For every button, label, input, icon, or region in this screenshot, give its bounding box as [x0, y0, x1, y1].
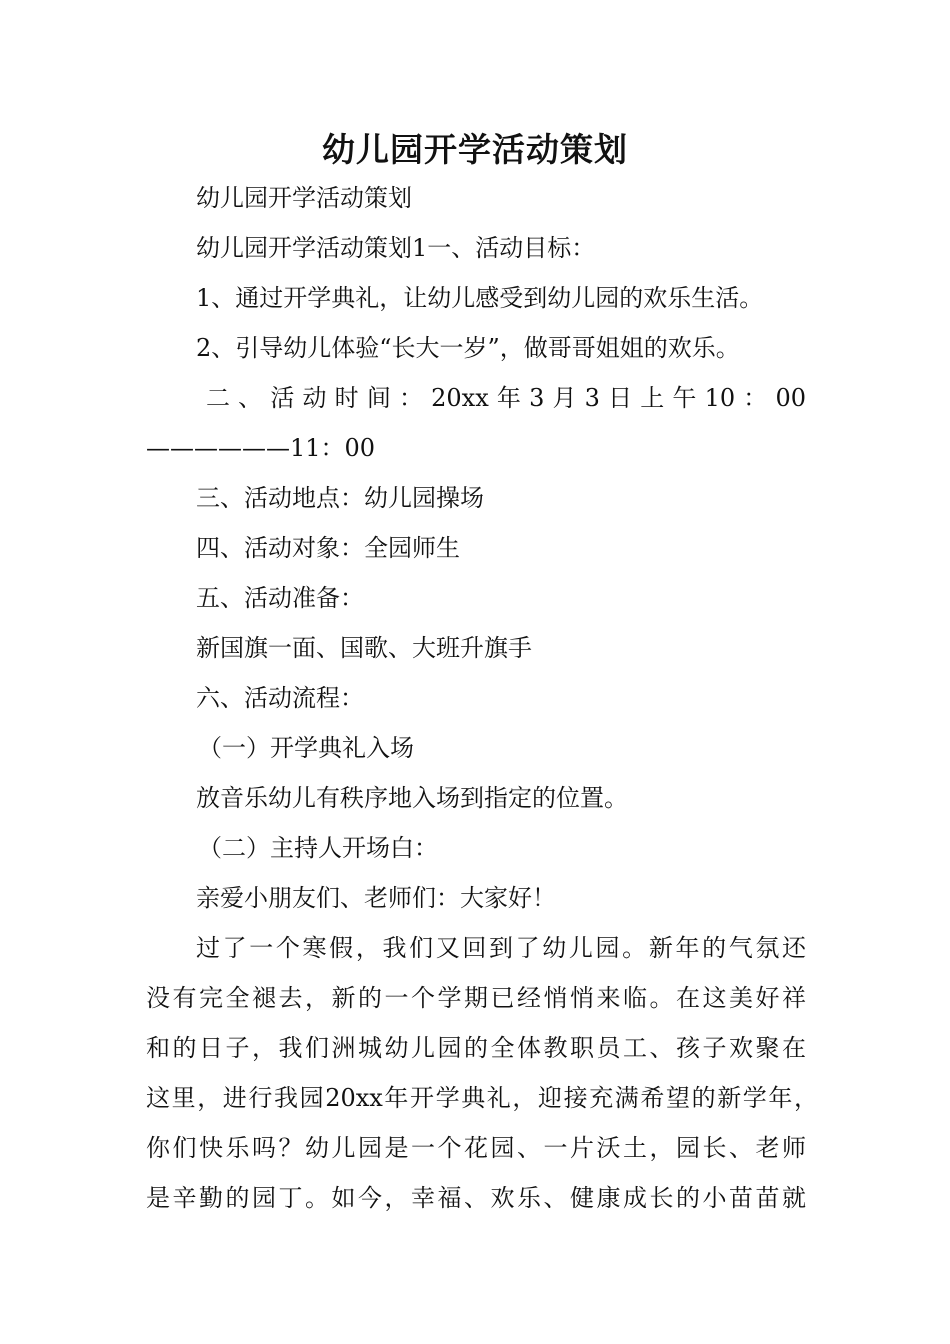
document-title: 幼儿园开学活动策划	[322, 130, 628, 169]
text-line: ——————11：00	[146, 434, 376, 462]
paragraph-line: 这里，进行我园20xx年开学典礼，迎接充满希望的新学年，	[146, 1084, 818, 1112]
text-line: （二）主持人开场白：	[198, 834, 438, 862]
paragraph-line: 是辛勤的园丁。如今，幸福、欢乐、健康成长的小苗苗就	[146, 1184, 806, 1212]
text-line: （一）开学典礼入场	[198, 734, 414, 762]
text-line: 三、活动地点：幼儿园操场	[196, 484, 484, 512]
text-line: 六、活动流程：	[196, 684, 364, 712]
paragraph-line: 和的日子，我们洲城幼儿园的全体教职员工、孩子欢聚在	[146, 1034, 806, 1062]
text-line: 新国旗一面、国歌、大班升旗手	[196, 634, 532, 662]
text-line: 1、通过开学典礼，让幼儿感受到幼儿园的欢乐生活。	[196, 284, 764, 312]
text-line: 二、活动时间：20xx年3月3日上午10：00	[206, 384, 806, 412]
text-line: 幼儿园开学活动策划1一、活动目标：	[196, 234, 596, 262]
paragraph-line: 你们快乐吗？幼儿园是一个花园、一片沃土，园长、老师	[146, 1134, 806, 1162]
text-line: 五、活动准备：	[196, 584, 364, 612]
subtitle-line: 幼儿园开学活动策划	[196, 184, 412, 212]
text-line: 四、活动对象：全园师生	[196, 534, 460, 562]
text-line: 亲爱小朋友们、老师们：大家好！	[196, 884, 556, 912]
paragraph-line: 没有完全褪去，新的一个学期已经悄悄来临。在这美好祥	[146, 984, 806, 1012]
text-line: 放音乐幼儿有秩序地入场到指定的位置。	[196, 784, 628, 812]
text-line: 2、引导幼儿体验“长大一岁”，做哥哥姐姐的欢乐。	[196, 334, 740, 362]
paragraph-line: 过了一个寒假，我们又回到了幼儿园。新年的气氛还	[196, 934, 806, 962]
